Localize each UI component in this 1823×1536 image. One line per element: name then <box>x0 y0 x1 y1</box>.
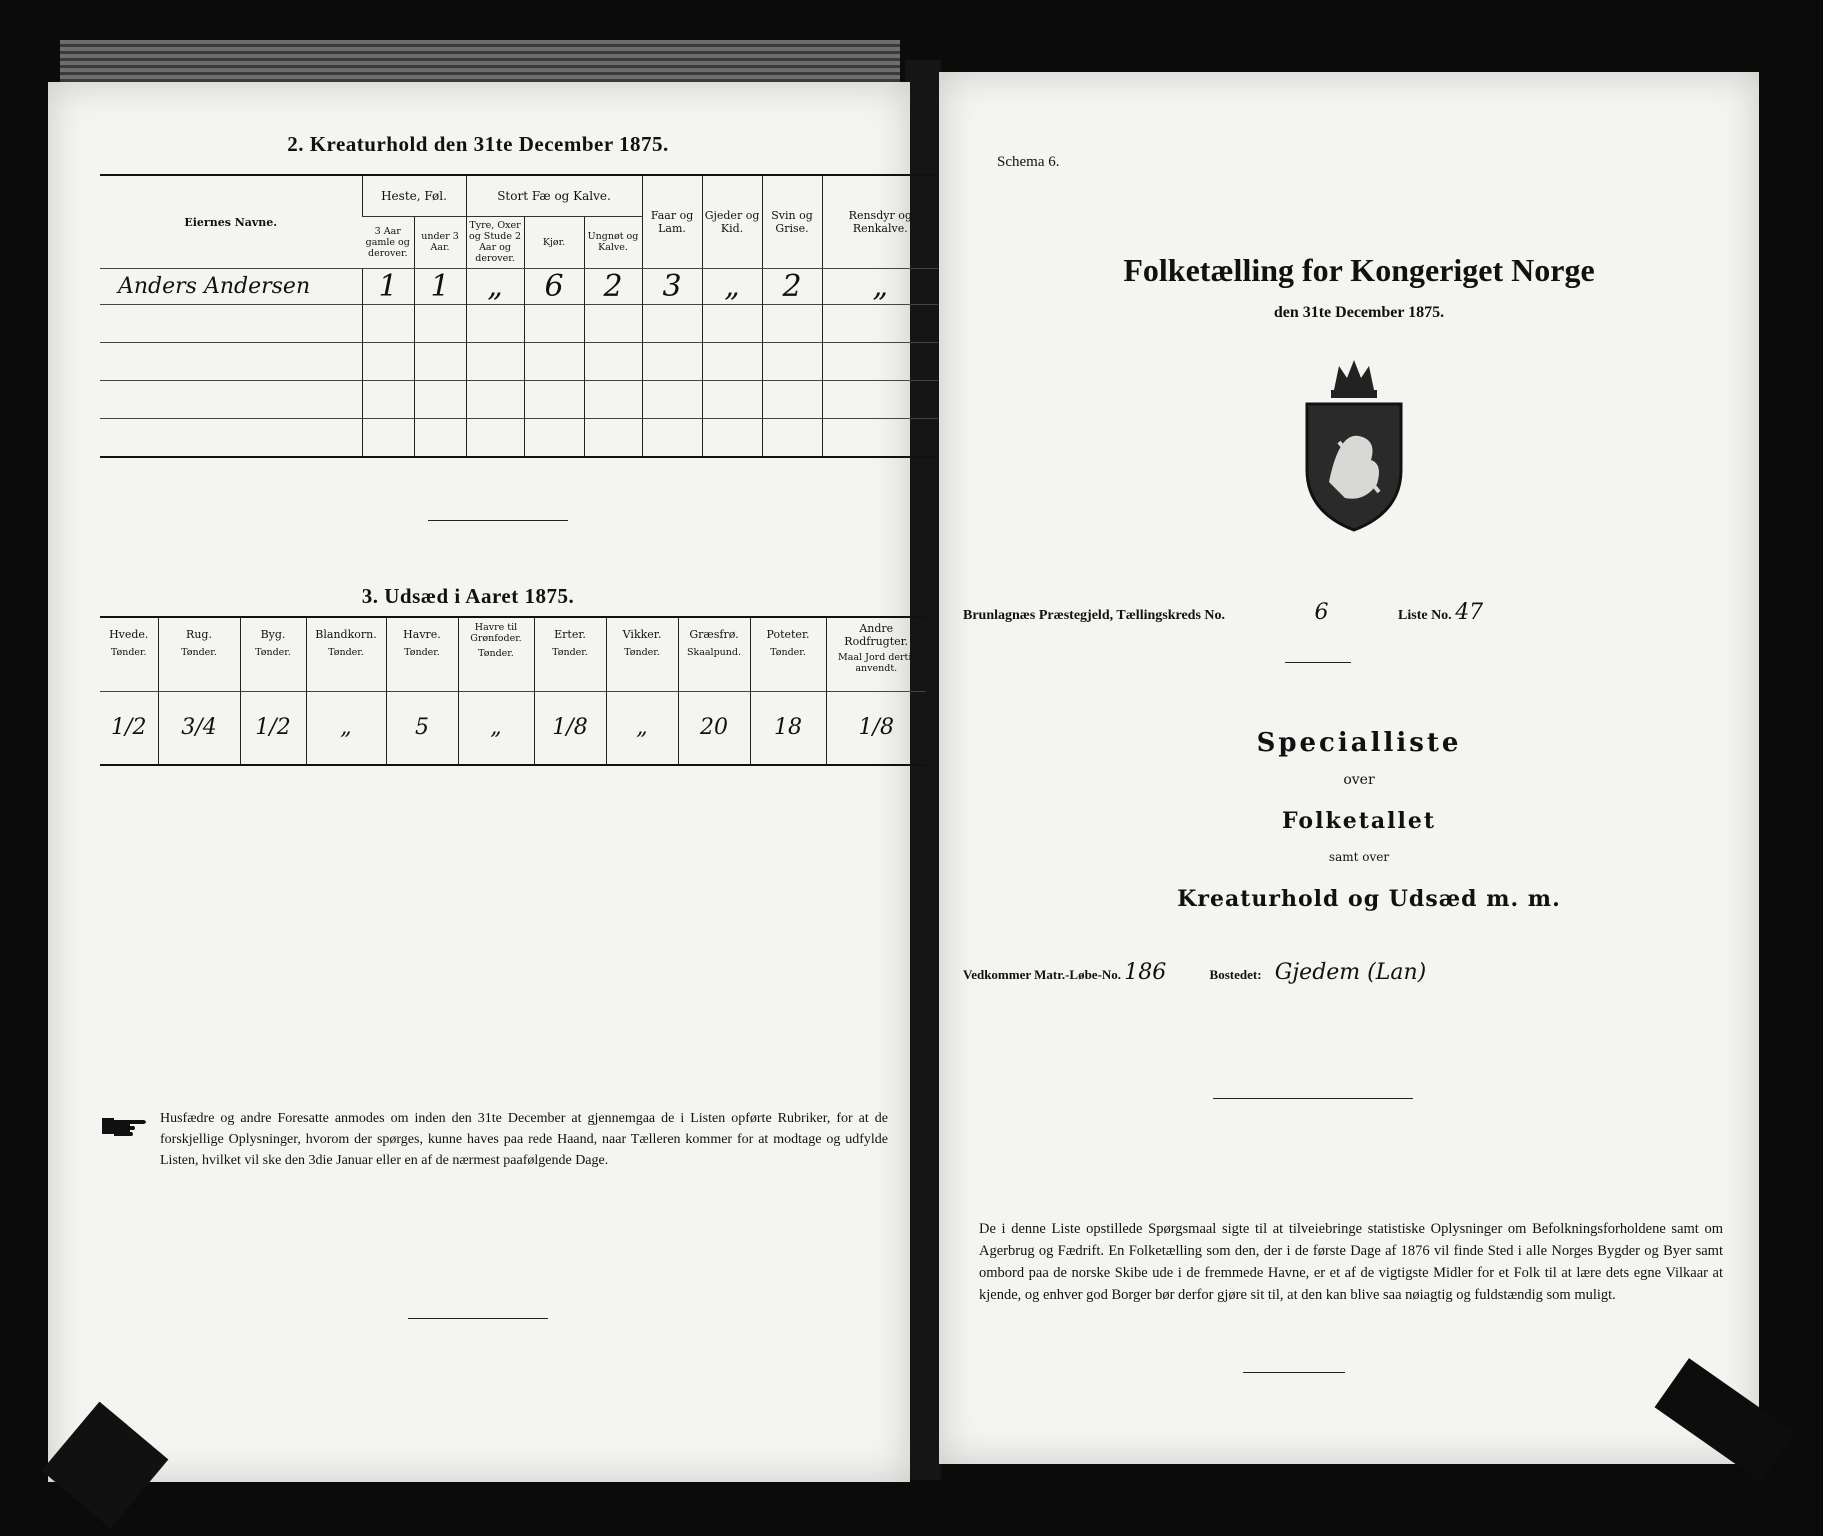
cattle-group-header: Stort Fæ og Kalve. <box>466 176 642 216</box>
header-mixed-grain: Blandkorn. <box>315 628 377 641</box>
matrikkel-line <box>963 960 1743 1000</box>
value-other-roots: 1/8 <box>826 691 926 764</box>
unit-green-oats: Tønder. <box>478 648 514 659</box>
section3-bottom-rule <box>100 764 926 766</box>
horses-group-header: Heste, Føl. <box>362 176 466 216</box>
value-peas: 1/8 <box>534 691 606 764</box>
sheep-column-header: Faar og Lam. <box>642 176 702 268</box>
owner-name: Anders Andersen <box>100 269 362 305</box>
value-reindeer: „ <box>822 269 938 305</box>
unit-grass-seed: Skaalpund. <box>686 647 742 658</box>
seed-header-row <box>100 618 926 691</box>
value-green-oats: „ <box>458 691 534 764</box>
unit-barley: Tønder. <box>255 647 291 658</box>
livestock-header <box>100 176 938 268</box>
unit-mixed-grain: Tønder. <box>328 647 364 658</box>
mid-divider <box>1213 1098 1413 1099</box>
unit-vetch: Tønder. <box>624 647 660 658</box>
bosted-label: Bostedet: <box>1209 967 1262 982</box>
value-rye: 3/4 <box>158 691 240 764</box>
district-number: 6 <box>1314 600 1329 625</box>
header-vetch: Vikker. <box>622 628 662 641</box>
value-wheat: 1/2 <box>100 691 158 764</box>
horse-under3-header: under 3 Aar. <box>414 216 466 268</box>
samt-over-text: samt over <box>1328 850 1390 864</box>
matrikkel-label: Vedkommer Matr.-Løbe-No. <box>963 967 1122 982</box>
header-rye: Rug. <box>186 628 212 641</box>
bulls-header: Tyre, Oxer og Stude 2 Aar og derover. <box>466 216 524 268</box>
seed-table <box>100 618 926 764</box>
left-page <box>48 82 915 1482</box>
pointing-hand-icon <box>100 1112 150 1138</box>
pigs-column-header: Svin og Grise. <box>762 176 822 268</box>
value-barley: 1/2 <box>240 691 306 764</box>
over-text: over <box>1343 772 1375 788</box>
district-line <box>963 600 1753 630</box>
unit-peas: Tønder. <box>552 647 588 658</box>
list-label: Liste No. <box>1398 608 1452 623</box>
header-green-oats: Havre til Grønfoder. <box>470 622 522 644</box>
coat-of-arms-icon <box>1279 352 1429 542</box>
value-potatoes: 18 <box>750 691 826 764</box>
table-row <box>100 269 938 305</box>
heading-folketallet: Folketallet <box>1282 808 1436 834</box>
explanatory-paragraph: De i denne Liste opstillede Spørgsmaal sigte til at tilveiebringe statistiske Oplysninger om Befolkningsforholdene samt om Agerbrug og Fædrift. En Folketælling som den, der i de første Dage af 1876 vil finde Sted i alle Norges Bygder og Byer samt ombord paa de norske Skibe ude i de fremmede Havne, er et af de vigtigste Midler for et Folk til at lære dets egne Vilkaar at kjende, og enhver god Borger bør derfor gjøre sit til, at den kan blive saa nøiagtig og fuldstændig som muligt. <box>979 1221 1723 1303</box>
bosted-value: Gjedem (Lan) <box>1274 960 1427 985</box>
header-potatoes: Poteter. <box>766 628 810 641</box>
section2-title: 2. Kreaturhold den 31te December 1875. <box>287 132 669 156</box>
table-row <box>100 381 938 419</box>
table-row <box>100 419 938 457</box>
value-sheep: 3 <box>642 269 702 305</box>
heading-kreaturhold: Kreaturhold og Udsæd m. m. <box>1177 886 1561 912</box>
goats-column-header: Gjeder og Kid. <box>702 176 762 268</box>
header-other-roots: Andre Rodfrugter. <box>844 622 909 648</box>
parish-label: Brunlagnæs Præstegjeld, Tællingskreds No. <box>963 608 1226 623</box>
list-number: 47 <box>1455 600 1484 625</box>
value-goats: „ <box>702 269 762 305</box>
unit-oats: Tønder. <box>404 647 440 658</box>
value-bulls: „ <box>466 269 524 305</box>
section3-title: 3. Udsæd i Aaret 1875. <box>361 584 575 608</box>
cows-header: Kjør. <box>524 216 584 268</box>
divider-line <box>428 520 568 521</box>
value-horse-under3: 1 <box>414 269 466 305</box>
matrikkel-number: 186 <box>1124 960 1167 985</box>
main-title: Folketælling for Kongeriget Norge <box>1123 252 1595 288</box>
unit-wheat: Tønder. <box>110 647 147 658</box>
end-divider-line <box>408 1318 548 1319</box>
horse-3yr-header: 3 Aar gamle og derover. <box>365 225 410 259</box>
header-barley: Byg. <box>260 628 286 641</box>
schema-label: Schema 6. <box>997 154 1060 170</box>
value-grass-seed: 20 <box>678 691 750 764</box>
value-oats: 5 <box>386 691 458 764</box>
value-cows: 6 <box>524 269 584 305</box>
header-grass-seed: Græsfrø. <box>689 628 739 641</box>
bottom-divider <box>1243 1372 1345 1373</box>
unit-potatoes: Tønder. <box>770 647 806 658</box>
value-young-cattle: 2 <box>584 269 642 305</box>
heading-specialliste: Specialliste <box>1256 728 1462 758</box>
table-row <box>100 343 938 381</box>
unit-other-roots: Maal Jord dertil anvendt. <box>838 652 915 674</box>
main-subtitle: den 31te December 1875. <box>1273 304 1445 321</box>
value-mixed-grain: „ <box>306 691 386 764</box>
instruction-notice: Husfædre og andre Foresatte anmodes om inden den 31te December at gjennemgaa de i Listen opførte Rubriker, for at de forskjellige Oplysninger, hvorom der spørges, kunne haves paa rede Haand, naar Tælleren kommer for at modtage og udfylde Listen, hvilket vil ske den 3die Januar eller en af de nærmest paafølgende Dage. <box>160 1111 888 1168</box>
reindeer-column-header: Rensdyr og Renkalve. <box>822 176 938 268</box>
young-cattle-header: Ungnøt og Kalve. <box>584 216 642 268</box>
value-horse-3yr: 1 <box>362 269 414 305</box>
header-oats: Havre. <box>403 628 441 641</box>
header-peas: Erter. <box>554 628 586 641</box>
unit-rye: Tønder. <box>181 647 217 658</box>
table-row <box>100 305 938 343</box>
header-wheat: Hvede. <box>109 628 149 641</box>
owner-column-header: Eiernes Navne. <box>184 215 278 229</box>
livestock-table <box>100 268 938 457</box>
value-vetch: „ <box>606 691 678 764</box>
section2-bottom-rule <box>100 456 938 458</box>
right-page <box>939 72 1759 1464</box>
value-pigs: 2 <box>762 269 822 305</box>
seed-values-row <box>100 691 926 764</box>
title-divider <box>1285 662 1351 663</box>
